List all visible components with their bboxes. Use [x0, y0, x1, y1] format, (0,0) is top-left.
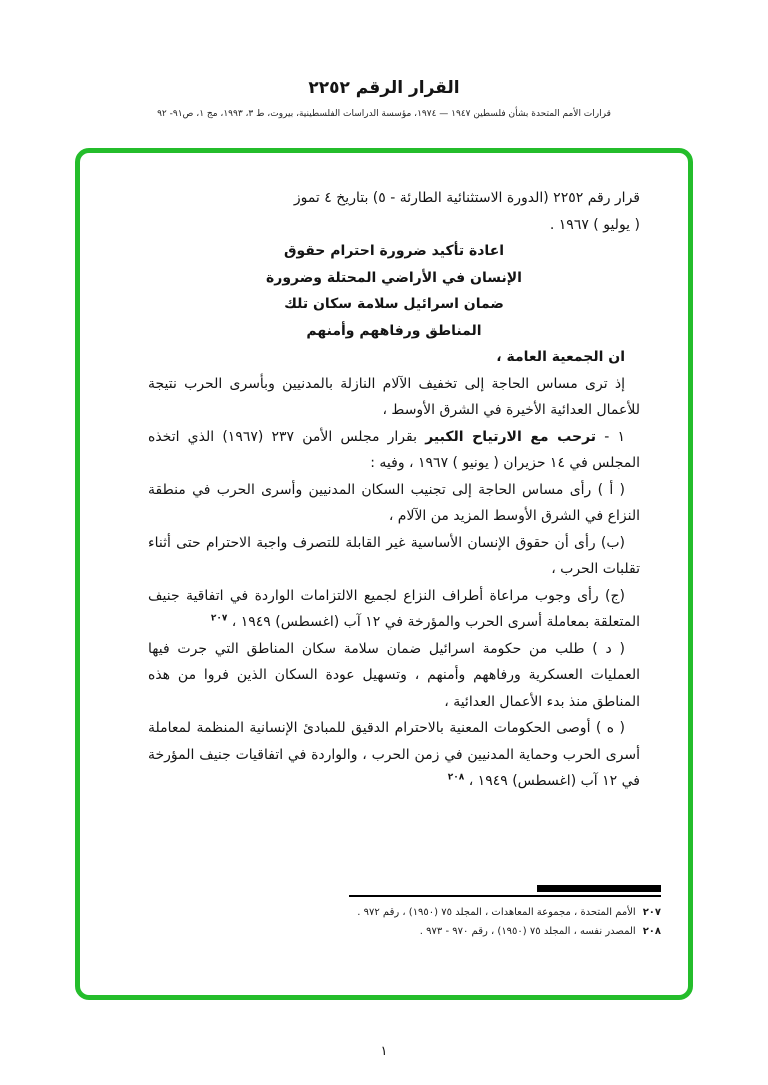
footnote-number: ٢٠٧ — [642, 907, 661, 918]
subclause-a — [148, 477, 640, 530]
subclause-b — [148, 530, 640, 583]
subclause-text: ( ه ) أوصى الحكومات المعنية بالاحترام الدقيق للمبادئ الإنسانية المنظمة لمعاملة أسرى الحرب وحماية المدنيين في زمن الحرب ، والواردة في اتفاقيات جنيف المؤرخة في ١٢ آب (اغسطس) ١٩٤٩ ، — [148, 720, 640, 789]
subject-line: المناطق ورفاههم وأمنهم — [306, 322, 482, 339]
opening-phrase: ان الجمعية العامة ، — [496, 349, 625, 365]
preamble-paragraph: إذ ترى مساس الحاجة إلى تخفيف الآلام النازلة بالمدنيين وبأسرى الحرب نتيجة للأعمال العدائية الأخيرة في الشرق الأوسط ، — [148, 375, 640, 418]
source-citation: قرارات الأمم المتحدة بشأن فلسطين ١٩٤٧ — ١٩٧٤، مؤسسة الدراسات الفلسطينية، بيروت، ط ٣، ١٩٩٣، مج ١، ص٩١- ٩٢ — [157, 109, 611, 119]
clause-body: بقرار مجلس الأمن ٢٣٧ (١٩٦٧) الذي اتخذه المجلس في ١٤ حزيران ( يونيو ) ١٩٦٧ ، وفيه : — [148, 428, 640, 471]
subclause-text: (ب) رأى أن حقوق الإنسان الأساسية غير القابلة للتصرف واجبة الاحترام حتى أثناء تقلبات الحرب ، — [148, 534, 640, 577]
footnote-block — [339, 885, 661, 941]
footnote-text: الأمم المتحدة ، مجموعة المعاهدات ، المجلد ٧٥ (١٩٥٠) ، رقم ٩٧٢ . — [357, 907, 636, 918]
page-header — [0, 0, 768, 119]
subclause-text: ( أ ) رأى مساس الحاجة إلى تجنيب السكان المدنيين وأسرى الحرب في منطقة النزاع في الشرق الأوسط المزيد من الآلام ، — [148, 481, 640, 524]
resolution-body — [80, 153, 688, 795]
document-frame — [75, 148, 693, 1000]
resolution-heading-line: ( يوليو ) ١٩٦٧ . — [549, 216, 640, 233]
footnote-ref: ٢٠٨ — [447, 772, 465, 783]
subject-line: الإنسان في الأراضي المحتلة وضرورة — [266, 269, 522, 286]
resolution-heading — [148, 185, 640, 238]
subclause-text: ( د ) طلب من حكومة اسرائيل ضمان سلامة سكان المناطق التي جرت فيها العمليات العسكرية ورفاههم وأمنهم ، وتسهيل عودة السكان الذين فروا من هذه المناطق منذ بدء الأعمال العدائية ، — [148, 640, 640, 710]
footnote-rule — [349, 895, 661, 897]
clause-lead: ترحب مع الارتياح الكبير — [425, 428, 597, 445]
page-number: ١ — [380, 1044, 388, 1059]
page-title: القرار الرقم ٢٢٥٢ — [308, 78, 460, 98]
subclause-e — [148, 715, 640, 795]
footnote-208 — [339, 922, 661, 941]
operative-clause-1 — [148, 424, 640, 477]
footnote-number: ٢٠٨ — [642, 926, 661, 937]
footnote-ref: ٢٠٧ — [210, 613, 228, 624]
redaction-bar — [537, 885, 661, 892]
subclause-text: (ج) رأى وجوب مراعاة أطراف النزاع لجميع الالتزامات الواردة في اتفاقية جنيف المتعلقة بمعاملة أسرى الحرب والمؤرخة في ١٢ آب (اغسطس) ١٩٤٩ ، — [148, 587, 640, 630]
subclause-c — [148, 583, 640, 636]
subject-line: اعادة تأكيد ضرورة احترام حقوق — [283, 243, 505, 259]
clause-number: ١ - — [596, 428, 625, 445]
resolution-heading-line: قرار رقم ٢٢٥٢ (الدورة الاستثنائية الطارئة - ٥) بتاريخ ٤ تموز — [293, 190, 640, 206]
footnote-text: المصدر نفسه ، المجلد ٧٥ (١٩٥٠) ، رقم ٩٧٠ - ٩٧٣ . — [419, 926, 636, 937]
subject-line: ضمان اسرائيل سلامة سكان تلك — [284, 296, 504, 312]
resolution-subject — [148, 238, 640, 344]
footnote-207 — [339, 903, 661, 922]
subclause-d — [148, 636, 640, 716]
